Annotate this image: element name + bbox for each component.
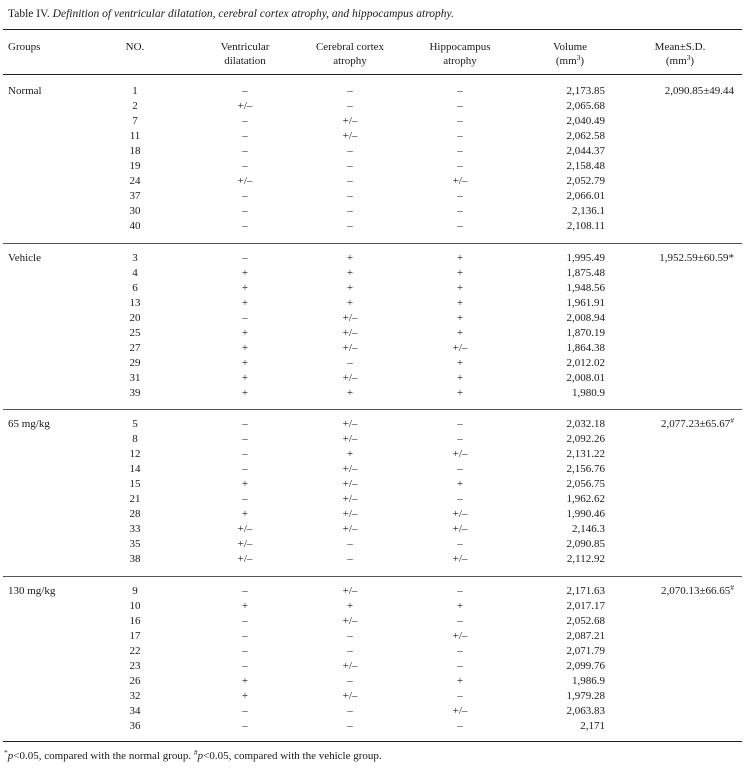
cell-volume: 2,099.76: [566, 660, 605, 672]
cell-ventricular: –: [242, 720, 248, 732]
cell-hippocampus: +: [456, 312, 464, 324]
cell-ventricular: +: [241, 675, 249, 687]
cell-hippocampus: –: [457, 130, 463, 142]
cell-cortex: –: [347, 100, 353, 112]
cell-hippocampus: +/–: [452, 630, 468, 642]
cell-no: 35: [129, 538, 141, 550]
cell-cortex: +/–: [342, 585, 358, 597]
cell-cortex: –: [347, 175, 353, 187]
cell-cortex: +/–: [342, 433, 358, 445]
cell-ventricular: –: [242, 615, 248, 627]
cell-ventricular: +: [241, 478, 249, 490]
cell-ventricular: +: [241, 600, 249, 612]
cell-ventricular: +: [241, 267, 249, 279]
cell-volume: 2,012.02: [566, 357, 605, 369]
cell-volume: 2,146.3: [572, 523, 605, 535]
cell-cortex: –: [347, 160, 353, 172]
cell-hippocampus: +: [456, 267, 464, 279]
cell-no: 2: [132, 100, 138, 112]
cell-hippocampus: +: [456, 252, 464, 264]
cell-no: 38: [129, 553, 141, 565]
cell-hippocampus: +: [456, 372, 464, 384]
cell-volume: 2,071.79: [566, 645, 605, 657]
cell-cortex: +/–: [342, 660, 358, 672]
cell-volume: 2,017.17: [566, 600, 605, 612]
group-mean: 1,952.59±60.59*: [659, 252, 734, 264]
table-title: Definition of ventricular dilatation, cerebral cortex atrophy, and hippocampus atrophy.: [52, 8, 454, 20]
cell-volume: 1,948.56: [566, 282, 605, 294]
cell-volume: 1,995.49: [566, 252, 605, 264]
cell-volume: 2,158.48: [566, 160, 605, 172]
cell-cortex: +/–: [342, 418, 358, 430]
cell-no: 18: [129, 145, 141, 157]
cell-cortex: +: [346, 297, 354, 309]
header-cortex: Cerebral cortex atrophy: [315, 41, 385, 67]
cell-ventricular: +/–: [237, 175, 253, 187]
cell-hippocampus: +: [456, 478, 464, 490]
cell-cortex: –: [347, 675, 353, 687]
cell-cortex: +: [346, 600, 354, 612]
group-name: Normal: [8, 85, 42, 97]
cell-hippocampus: –: [457, 615, 463, 627]
cell-ventricular: –: [242, 220, 248, 232]
cell-ventricular: –: [242, 448, 248, 460]
group-mean: 2,070.13±66.65#: [660, 583, 734, 597]
header-ventricular: Ventricular dilatation: [220, 41, 270, 67]
group-mean: 2,077.23±65.67#: [660, 416, 734, 430]
cell-hippocampus: –: [457, 433, 463, 445]
cell-volume: 2,052.68: [566, 615, 605, 627]
cell-no: 17: [129, 630, 141, 642]
cell-hippocampus: –: [457, 205, 463, 217]
cell-hippocampus: +: [456, 387, 464, 399]
cell-no: 20: [129, 312, 141, 324]
cell-ventricular: +: [241, 387, 249, 399]
cell-ventricular: –: [242, 190, 248, 202]
cell-volume: 2,092.26: [566, 433, 605, 445]
cell-ventricular: +: [241, 342, 249, 354]
cell-volume: 2,171: [580, 720, 605, 732]
cell-volume: 2,008.01: [566, 372, 605, 384]
cell-volume: 2,032.18: [566, 418, 605, 430]
cell-no: 37: [129, 190, 141, 202]
header-hippocampus: Hippocampus atrophy: [429, 41, 491, 67]
cell-no: 7: [132, 115, 138, 127]
table-label: Table IV.: [8, 8, 50, 20]
cell-hippocampus: +: [456, 297, 464, 309]
cell-ventricular: +: [241, 372, 249, 384]
cell-ventricular: –: [242, 418, 248, 430]
cell-no: 13: [129, 297, 141, 309]
cell-volume: 2,052.79: [566, 175, 605, 187]
group-divider: [3, 243, 742, 244]
cell-cortex: –: [347, 205, 353, 217]
cell-ventricular: +: [241, 297, 249, 309]
cell-cortex: +/–: [342, 342, 358, 354]
cell-no: 30: [129, 205, 141, 217]
cell-hippocampus: –: [457, 100, 463, 112]
cell-volume: 1,980.9: [572, 387, 605, 399]
cell-ventricular: +: [241, 327, 249, 339]
cell-volume: 2,040.49: [566, 115, 605, 127]
cell-hippocampus: –: [457, 160, 463, 172]
cell-volume: 2,087.21: [566, 630, 605, 642]
cell-no: 4: [132, 267, 138, 279]
cell-no: 25: [129, 327, 141, 339]
cell-ventricular: –: [242, 660, 248, 672]
cell-hippocampus: +: [456, 357, 464, 369]
cell-cortex: –: [347, 357, 353, 369]
cell-no: 39: [129, 387, 141, 399]
cell-volume: 1,875.48: [566, 267, 605, 279]
cell-cortex: +/–: [342, 508, 358, 520]
cell-no: 34: [129, 705, 141, 717]
cell-cortex: +/–: [342, 493, 358, 505]
bottom-rule: [3, 741, 742, 742]
cell-hippocampus: –: [457, 585, 463, 597]
cell-cortex: +/–: [342, 130, 358, 142]
cell-cortex: +: [346, 252, 354, 264]
cell-ventricular: –: [242, 630, 248, 642]
cell-cortex: –: [347, 538, 353, 550]
table-caption: [8, 8, 454, 20]
cell-ventricular: –: [242, 160, 248, 172]
cell-no: 19: [129, 160, 141, 172]
cell-no: 1: [132, 85, 138, 97]
cell-ventricular: –: [242, 130, 248, 142]
cell-ventricular: +: [241, 357, 249, 369]
cell-no: 32: [129, 690, 141, 702]
cell-cortex: +/–: [342, 690, 358, 702]
cell-volume: 1,864.38: [566, 342, 605, 354]
cell-no: 27: [129, 342, 141, 354]
cell-hippocampus: –: [457, 493, 463, 505]
cell-volume: 2,065.68: [566, 100, 605, 112]
group-name: 130 mg/kg: [8, 585, 56, 597]
cell-cortex: +/–: [342, 327, 358, 339]
cell-volume: 2,044.37: [566, 145, 605, 157]
cell-volume: 2,131.22: [566, 448, 605, 460]
group-divider: [3, 409, 742, 410]
cell-ventricular: +: [241, 508, 249, 520]
cell-hippocampus: +/–: [452, 523, 468, 535]
cell-volume: 2,066.01: [566, 190, 605, 202]
cell-no: 31: [129, 372, 141, 384]
cell-volume: 2,156.76: [566, 463, 605, 475]
cell-volume: 2,062.58: [566, 130, 605, 142]
cell-cortex: +: [346, 282, 354, 294]
cell-cortex: –: [347, 220, 353, 232]
cell-cortex: +: [346, 387, 354, 399]
cell-ventricular: –: [242, 433, 248, 445]
cell-no: 9: [132, 585, 138, 597]
top-rule: [3, 29, 742, 30]
cell-cortex: +: [346, 267, 354, 279]
cell-volume: 1,870.19: [566, 327, 605, 339]
cell-volume: 2,090.85: [566, 538, 605, 550]
header-no: NO.: [125, 41, 145, 53]
group-name: 65 mg/kg: [8, 418, 50, 430]
cell-cortex: +/–: [342, 115, 358, 127]
cell-ventricular: –: [242, 585, 248, 597]
cell-hippocampus: –: [457, 85, 463, 97]
cell-cortex: –: [347, 705, 353, 717]
cell-hippocampus: –: [457, 690, 463, 702]
cell-no: 14: [129, 463, 141, 475]
cell-volume: 2,171.63: [566, 585, 605, 597]
cell-ventricular: –: [242, 115, 248, 127]
cell-ventricular: –: [242, 645, 248, 657]
cell-no: 15: [129, 478, 141, 490]
cell-no: 40: [129, 220, 141, 232]
group-mean: 2,090.85±49.44: [664, 85, 734, 97]
cell-hippocampus: +/–: [452, 342, 468, 354]
cell-no: 12: [129, 448, 141, 460]
cell-no: 33: [129, 523, 141, 535]
header-mean: Mean±S.D. $(mm^3)$: [654, 41, 706, 67]
cell-hippocampus: –: [457, 418, 463, 430]
cell-no: 6: [132, 282, 138, 294]
cell-hippocampus: –: [457, 190, 463, 202]
cell-ventricular: +/–: [237, 553, 253, 565]
cell-no: 23: [129, 660, 141, 672]
cell-volume: 1,979.28: [566, 690, 605, 702]
cell-no: 21: [129, 493, 141, 505]
cell-no: 5: [132, 418, 138, 430]
group-name: Vehicle: [8, 252, 41, 264]
cell-volume: 2,008.94: [566, 312, 605, 324]
cell-cortex: +: [346, 448, 354, 460]
cell-volume: 1,990.46: [566, 508, 605, 520]
cell-no: 16: [129, 615, 141, 627]
cell-ventricular: +/–: [237, 523, 253, 535]
cell-cortex: –: [347, 720, 353, 732]
cell-hippocampus: +/–: [452, 705, 468, 717]
cell-ventricular: –: [242, 705, 248, 717]
cell-cortex: +/–: [342, 478, 358, 490]
cell-cortex: –: [347, 85, 353, 97]
cell-volume: 1,986.9: [572, 675, 605, 687]
cell-volume: 2,136.1: [572, 205, 605, 217]
cell-hippocampus: +: [456, 282, 464, 294]
cell-volume: 2,056.75: [566, 478, 605, 490]
cell-ventricular: –: [242, 463, 248, 475]
cell-ventricular: +: [241, 282, 249, 294]
cell-hippocampus: –: [457, 463, 463, 475]
header-groups: Groups: [8, 41, 41, 53]
cell-hippocampus: –: [457, 115, 463, 127]
cell-hippocampus: –: [457, 145, 463, 157]
cell-cortex: +/–: [342, 463, 358, 475]
cell-hippocampus: –: [457, 220, 463, 232]
cell-ventricular: –: [242, 252, 248, 264]
cell-hippocampus: –: [457, 645, 463, 657]
cell-no: 29: [129, 357, 141, 369]
cell-ventricular: +/–: [237, 538, 253, 550]
cell-hippocampus: +: [456, 600, 464, 612]
cell-ventricular: +/–: [237, 100, 253, 112]
cell-hippocampus: +/–: [452, 553, 468, 565]
cell-cortex: +/–: [342, 615, 358, 627]
cell-ventricular: –: [242, 493, 248, 505]
cell-no: 28: [129, 508, 141, 520]
cell-volume: 2,108.11: [566, 220, 605, 232]
cell-hippocampus: –: [457, 538, 463, 550]
cell-no: 26: [129, 675, 141, 687]
cell-cortex: –: [347, 190, 353, 202]
cell-cortex: –: [347, 553, 353, 565]
cell-volume: 2,063.83: [566, 705, 605, 717]
cell-hippocampus: +/–: [452, 448, 468, 460]
cell-volume: 1,962.62: [566, 493, 605, 505]
cell-ventricular: –: [242, 205, 248, 217]
cell-no: 11: [129, 130, 141, 142]
cell-volume: 2,112.92: [566, 553, 605, 565]
cell-ventricular: –: [242, 85, 248, 97]
cell-hippocampus: +: [456, 327, 464, 339]
cell-cortex: +/–: [342, 372, 358, 384]
cell-cortex: –: [347, 145, 353, 157]
group-divider: [3, 576, 742, 577]
cell-ventricular: –: [242, 145, 248, 157]
cell-hippocampus: –: [457, 660, 463, 672]
cell-no: 8: [132, 433, 138, 445]
table-footnote: *p<0.05, compared with the normal group. #p<0.05, compared with the vehicle group.: [4, 748, 382, 762]
cell-no: 22: [129, 645, 141, 657]
cell-volume: 1,961.91: [566, 297, 605, 309]
cell-cortex: +/–: [342, 312, 358, 324]
cell-no: 3: [132, 252, 138, 264]
cell-cortex: +/–: [342, 523, 358, 535]
header-volume: Volume $(mm^3)$: [552, 41, 588, 67]
cell-ventricular: –: [242, 312, 248, 324]
cell-hippocampus: +/–: [452, 175, 468, 187]
header-rule: [3, 74, 742, 75]
cell-no: 24: [129, 175, 141, 187]
cell-cortex: –: [347, 630, 353, 642]
cell-no: 10: [129, 600, 141, 612]
cell-no: 36: [129, 720, 141, 732]
cell-cortex: –: [347, 645, 353, 657]
cell-hippocampus: +/–: [452, 508, 468, 520]
cell-hippocampus: –: [457, 720, 463, 732]
cell-ventricular: +: [241, 690, 249, 702]
cell-hippocampus: +: [456, 675, 464, 687]
cell-volume: 2,173.85: [566, 85, 605, 97]
